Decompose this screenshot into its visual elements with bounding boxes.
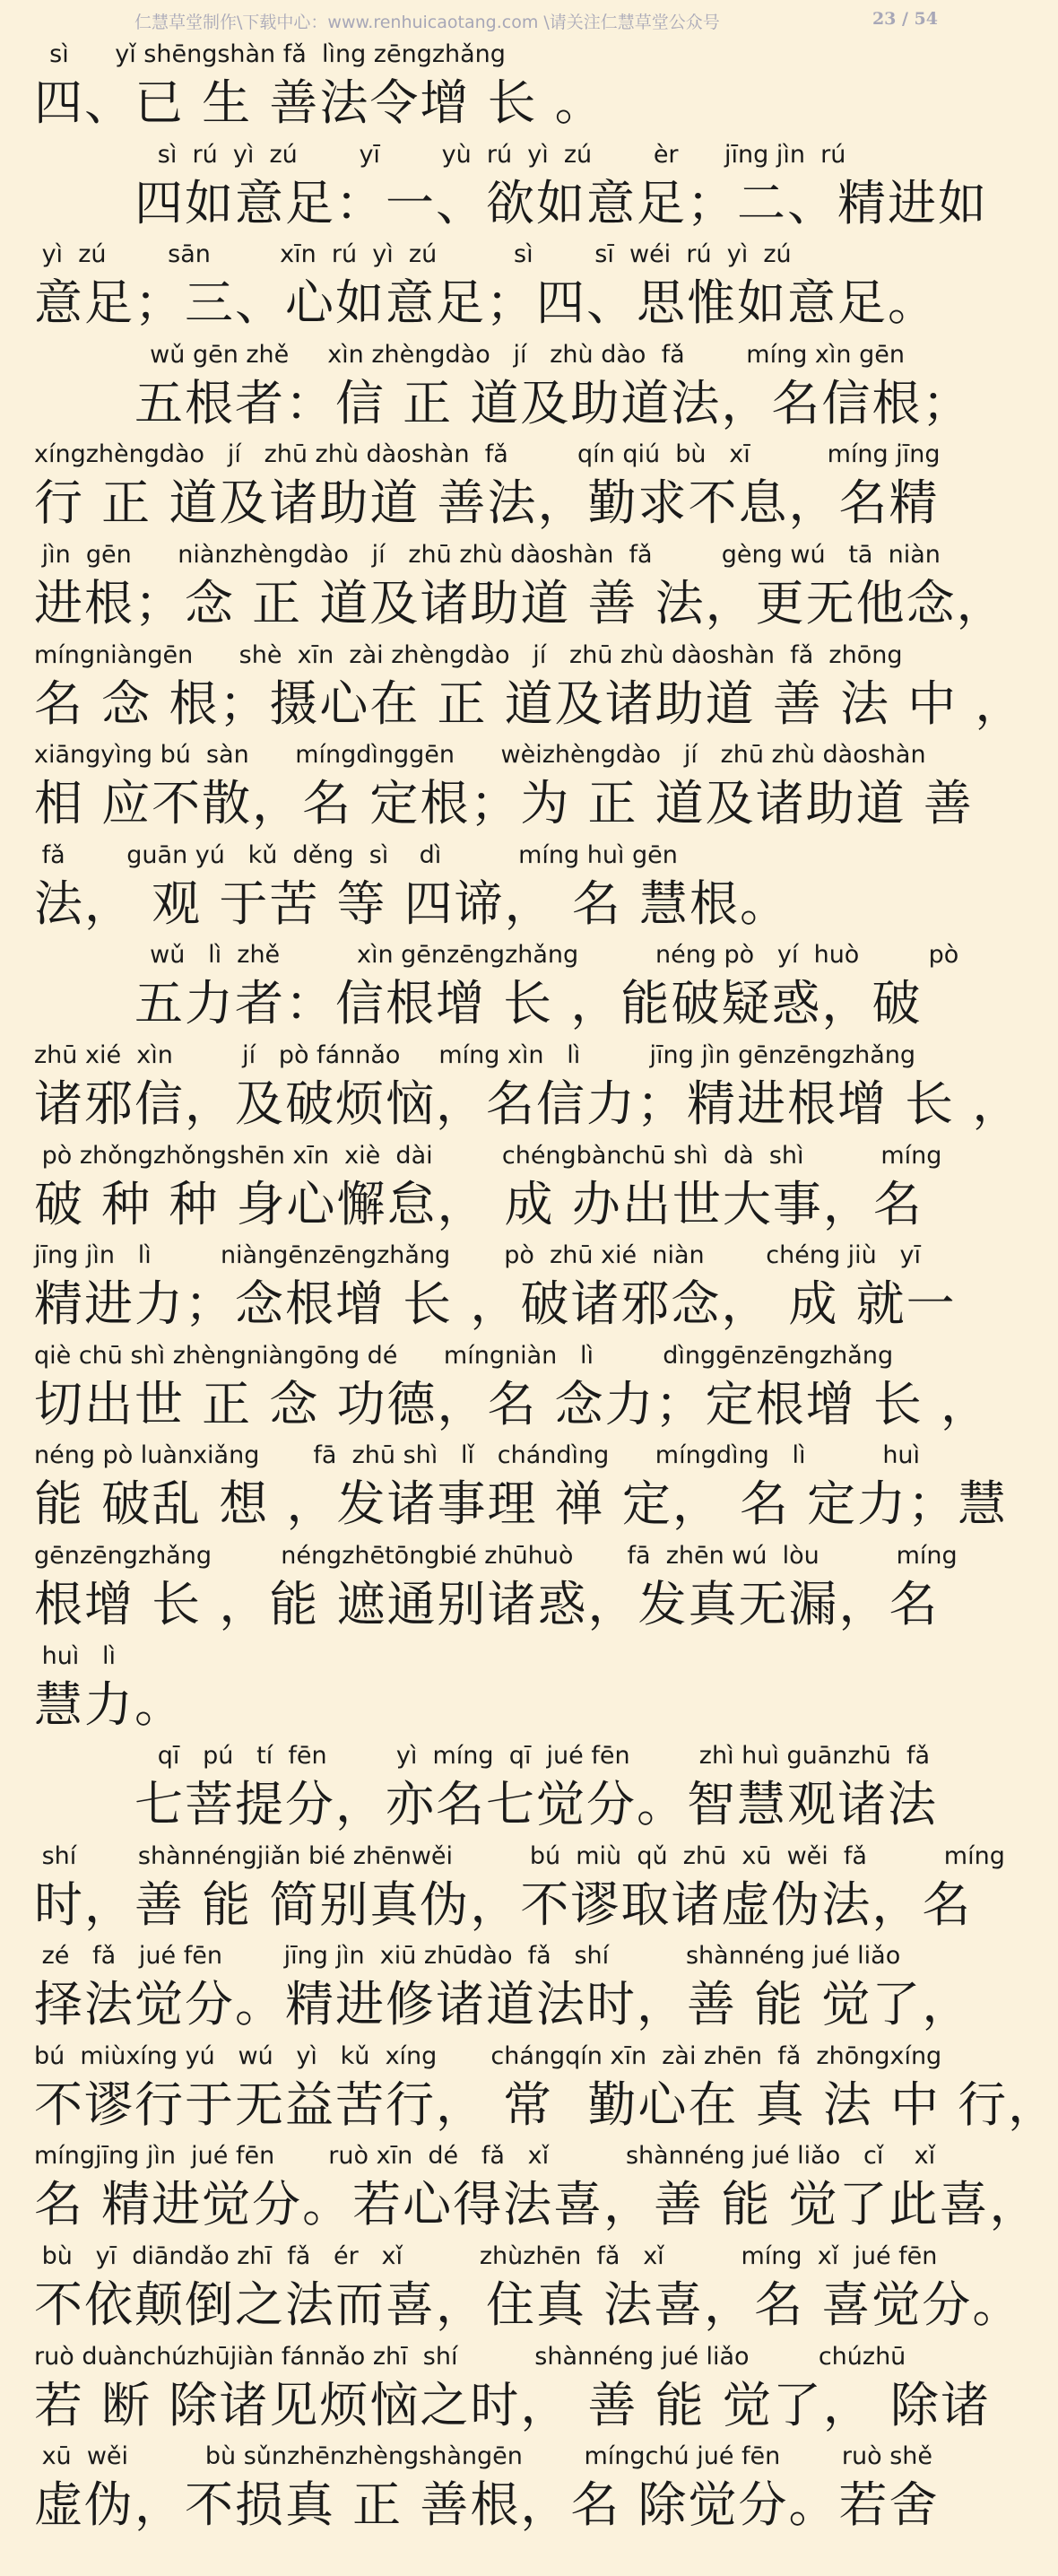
chinese-text: 名 精进觉分。若心得法喜，善 能 觉了此喜，	[34, 2176, 1040, 2233]
chinese-text: 不依颠倒之法而喜，住真 法喜，名 喜觉分。	[34, 2276, 1023, 2334]
pinyin-annotation: sì yǐ shēngshàn fǎ lìng zēngzhǎng	[34, 40, 506, 68]
pinyin-annotation: yì zú sān xīn rú yì zú sì sī wéi rú yì zú	[34, 240, 792, 269]
chinese-text: 择法觉分。精进修诸道法时，善 能 觉了，	[34, 1976, 973, 2033]
pinyin-annotation: bú miùxíng yú wú yì kǔ xíng chángqín xīn zài zhēn fǎ zhōngxíng	[34, 2041, 942, 2070]
text-line	[0, 940, 968, 1040]
chinese-text: 进根；念 正 道及诸助道 善 法，更无他念，	[34, 574, 1007, 631]
pinyin-annotation: shí shànnéngjiǎn bié zhēnwěi bú miù qǔ zhū xū wěi fǎ míng	[34, 1841, 1005, 1870]
site-banner: 仁慧草堂制作\下载中心：www.renhuicaotang.com \请关注仁慧草堂公众号	[134, 13, 720, 32]
pinyin-annotation: zhū xié xìn jí pò fánnǎo míng xìn lì jīng jìn gēnzēngzhǎng	[34, 1040, 916, 1069]
text-line	[0, 1541, 968, 1641]
chinese-text: 法， 观 于苦 等 四谛， 名 慧根。	[34, 875, 790, 932]
pinyin-annotation: wǔ lì zhě xìn gēnzēngzhǎng néng pò yí huò pò	[134, 941, 959, 970]
text-line	[0, 1141, 968, 1241]
pinyin-annotation: míngjīng jìn jué fēn ruò xīn dé fǎ xǐ shànnéng jué liǎo cǐ xǐ	[34, 2142, 936, 2171]
chinese-text: 破 种 种 身心懈怠， 成 办出世大事，名	[34, 1175, 924, 1232]
chinese-text: 五根者：信 正 道及助道法，名信根；	[134, 374, 973, 431]
chinese-text: 五力者：信根增 长 ，能破疑惑，破	[134, 975, 923, 1032]
chinese-text: 慧力。	[34, 1675, 185, 1733]
text-line	[0, 1641, 968, 1742]
text-line	[0, 2441, 968, 2542]
pinyin-annotation: huì lì	[34, 1641, 117, 1670]
chinese-text: 七菩提分，亦名七觉分。智慧观诸法	[134, 1776, 938, 1833]
pinyin-annotation: zé fǎ jué fēn jīng jìn xiū zhūdào fǎ shí shànnéng jué liǎo	[34, 1942, 901, 1971]
text-line	[0, 239, 968, 340]
pinyin-annotation: xiāngyìng bú sàn míngdìnggēn wèizhèngdào jí zhū zhù dàoshàn	[34, 741, 926, 770]
text-line	[0, 1341, 991, 1441]
chinese-text: 意足；三、心如意足；四、思惟如意足。	[34, 274, 938, 332]
text-line	[0, 1841, 1005, 1942]
pinyin-annotation: ruò duànchúzhūjiàn fánnǎo zhī shí shànnéng jué liǎo chúzhū	[34, 2342, 906, 2371]
pinyin-annotation: pò zhǒngzhǒngshēn xīn xiè dài chéngbànchū shì dà shì míng	[34, 1141, 942, 1170]
chinese-text: 不谬行于无益苦行， 常 勤心在 真 法 中 行，	[34, 2076, 1058, 2133]
chinese-text: 时，善 能 简别真伪，不谬取诸虚伪法，名	[34, 1875, 973, 1933]
chinese-text: 四如意足：一、欲如意足；二、精进如	[134, 174, 988, 231]
text-line	[0, 439, 968, 540]
pinyin-annotation: qiè chū shì zhèngniàngōng dé míngniàn lì dìnggēnzēngzhǎng	[34, 1341, 894, 1370]
text-line	[0, 2342, 991, 2442]
pinyin-annotation: jìn gēn niànzhèngdào jí zhū zhù dàoshàn fǎ gèng wú tā niàn	[34, 540, 941, 569]
text-line	[0, 39, 968, 140]
pinyin-annotation: bù yī diāndǎo zhī fǎ ér xǐ zhùzhēn fǎ xǐ míng xǐ jué fēn	[34, 2242, 938, 2271]
text-line	[0, 1240, 968, 1341]
text-line	[0, 640, 1026, 741]
chinese-text: 四、已 生 善法令增 长 。	[34, 74, 605, 131]
text-line	[0, 1440, 1009, 1541]
text-line	[0, 540, 1007, 640]
text-line	[0, 740, 974, 840]
chinese-text: 相 应不散，名 定根；为 正 道及诸助道 善	[34, 775, 974, 832]
pinyin-annotation: míngniàngēn shè xīn zài zhèngdào jí zhū zhù dàoshàn fǎ zhōng	[34, 640, 903, 669]
chinese-text: 名 念 根；摄心在 正 道及诸助道 善 法 中 ，	[34, 674, 1026, 732]
text-line	[0, 840, 968, 941]
text-line	[0, 340, 973, 440]
chinese-text: 精进力；念根增 长 ，破诸邪念， 成 就一	[34, 1275, 957, 1333]
chinese-text: 行 正 道及诸助道 善法，勤求不息，名精	[34, 474, 940, 532]
pinyin-annotation: jīng jìn lì niàngēnzēngzhǎng pò zhū xié niàn chéng jiù yī	[34, 1241, 922, 1270]
chinese-text: 能 破乱 想 ，发诸事理 禅 定， 名 定力；慧	[34, 1475, 1009, 1533]
page-number: 23 / 54	[872, 9, 938, 29]
text-line	[0, 140, 988, 240]
pinyin-annotation: néng pò luànxiǎng fā zhū shì lǐ chándìng míngdìng lì huì	[34, 1441, 921, 1470]
text-line	[0, 2141, 1040, 2241]
pinyin-annotation: qī pú tí fēn yì míng qī jué fēn zhì huì guānzhū fǎ	[134, 1742, 931, 1771]
chinese-text: 根增 长 ，能 遮通别诸惑，发真无漏，名	[34, 1575, 940, 1632]
chinese-text: 虚伪，不损真 正 善根，名 除觉分。若舍	[34, 2476, 940, 2534]
text-body	[0, 39, 1058, 2542]
pinyin-annotation: sì rú yì zú yī yù rú yì zú èr jīng jìn rú	[134, 140, 846, 169]
chinese-text: 诸邪信，及破烦恼，名信力；精进根增 长 ，	[34, 1075, 1023, 1132]
text-line	[0, 2241, 1023, 2342]
text-line	[0, 1941, 973, 2041]
pinyin-annotation: xíngzhèngdào jí zhū zhù dàoshàn fǎ qín qiú bù xī míng jīng	[34, 440, 941, 469]
pinyin-annotation: fǎ guān yú kǔ děng sì dì míng huì gēn	[34, 840, 678, 869]
chinese-text: 切出世 正 念 功德，名 念力；定根增 长 ，	[34, 1375, 991, 1432]
pinyin-annotation: wǔ gēn zhě xìn zhèngdào jí zhù dào fǎ míng xìn gēn	[134, 340, 905, 369]
text-line	[0, 1040, 1023, 1141]
text-line	[0, 1741, 968, 1841]
chinese-text: 若 断 除诸见烦恼之时， 善 能 觉了， 除诸	[34, 2376, 991, 2433]
text-line	[0, 2041, 1058, 2142]
page-header	[0, 0, 968, 39]
pinyin-annotation: xū wěi bù sǔnzhēnzhèngshàngēn míngchú jué fēn ruò shě	[34, 2442, 933, 2471]
pinyin-annotation: gēnzēngzhǎng néngzhētōngbié zhūhuò fā zhēn wú lòu míng	[34, 1541, 958, 1570]
